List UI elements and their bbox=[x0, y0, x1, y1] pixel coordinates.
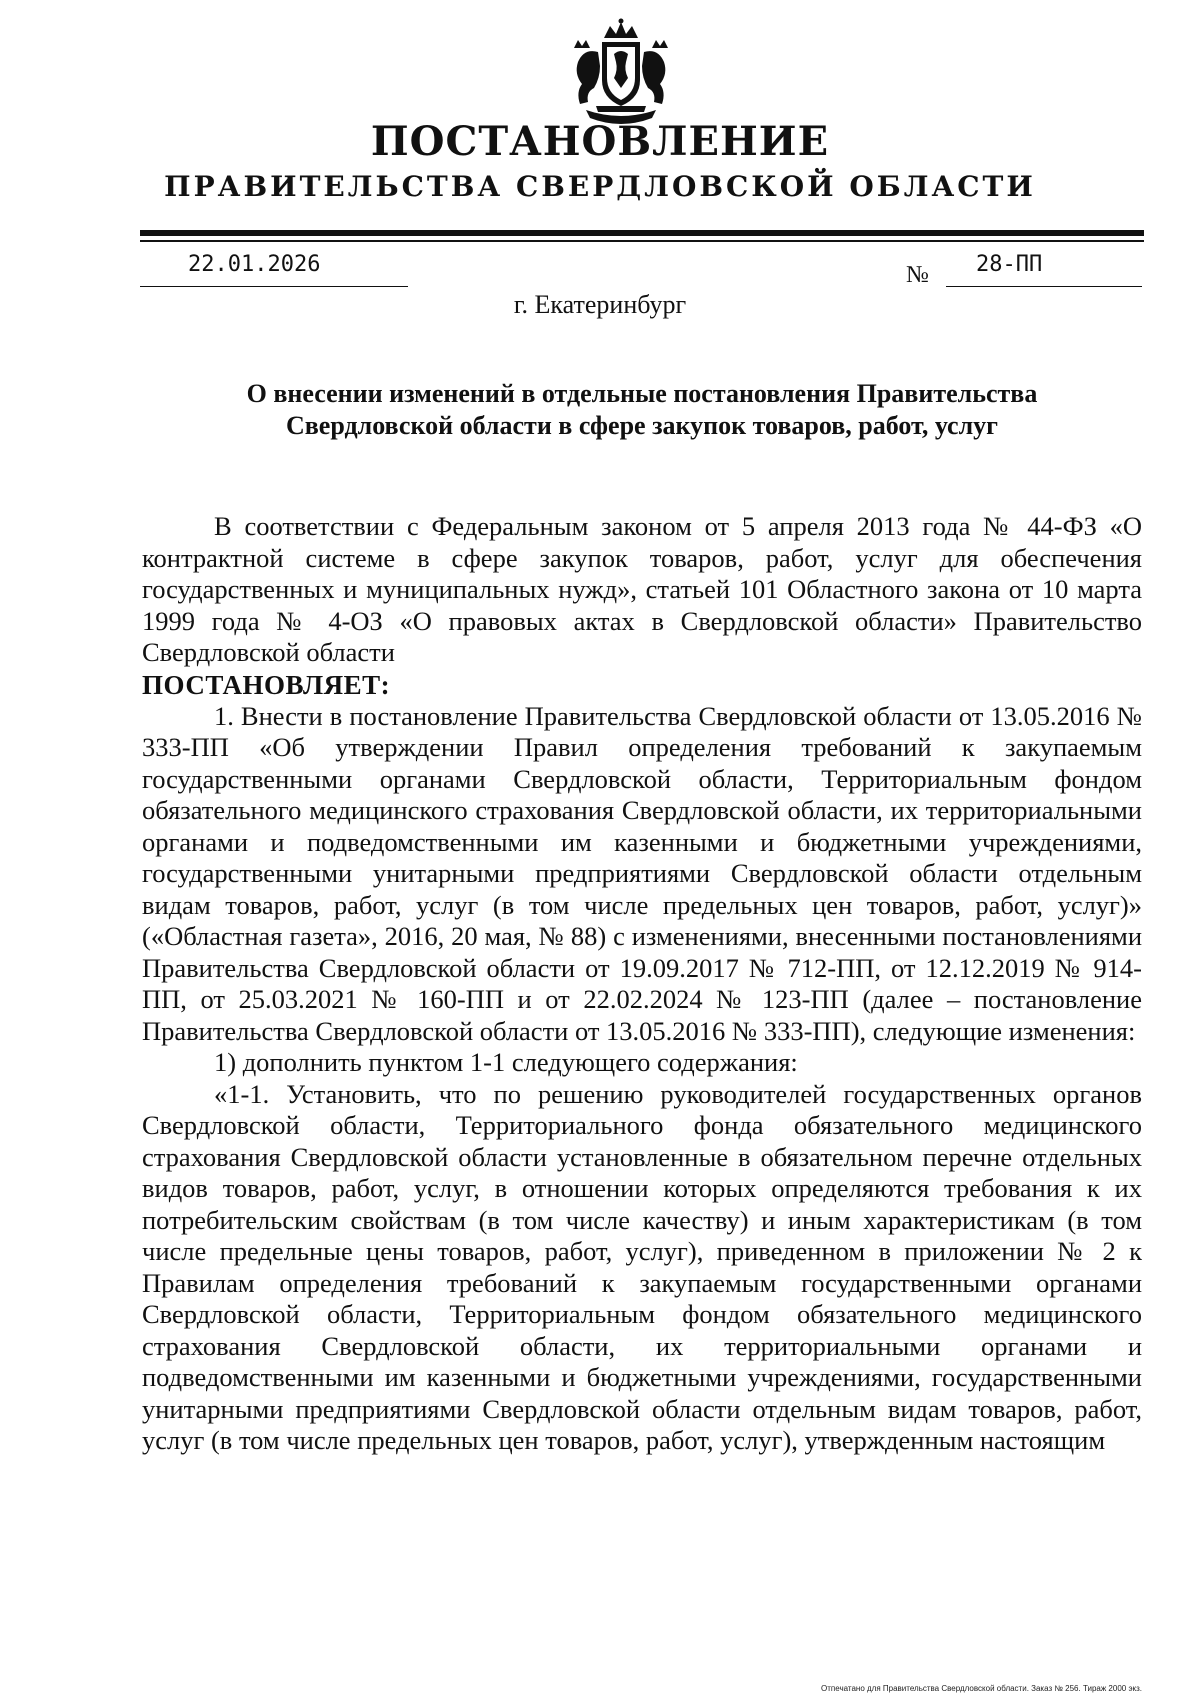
document-heading-line: О внесении изменений в отдельные постановления Правительства bbox=[246, 379, 1038, 408]
document-date: 22.01.2026 bbox=[188, 252, 321, 277]
number-sign: № bbox=[906, 262, 929, 288]
header-divider-thick bbox=[140, 230, 1144, 236]
print-note: Отпечатано для Правительства Свердловской области. Заказ № 256. Тираж 2000 экз. bbox=[821, 1684, 1142, 1693]
header-divider-thin bbox=[140, 240, 1144, 242]
coat-of-arms-icon bbox=[566, 18, 676, 130]
document-number: 28-ПП bbox=[976, 252, 1043, 277]
issuing-authority: ПРАВИТЕЛЬСТВА СВЕРДЛОВСКОЙ ОБЛАСТИ bbox=[164, 170, 1036, 203]
document-heading-line: Свердловской области в сфере закупок товаров, работ, услуг bbox=[285, 411, 998, 440]
document-type-title: ПОСТАНОВЛЕНИЕ bbox=[370, 118, 830, 165]
item-1-paragraph: 1. Внести в постановление Правительства Свердловской области от 13.05.2016 № 333-ПП «Об утверждении Правил определения требований к закупаемым государственными органами Свердловской области, Территориальным фондом обязательного медицинского страхования Свердловской области, их территориальными органами и подведомственными им казенными и бюджетными учреждениями, государственными унитарными предприятиями Свердловской области отдельным видам товаров, работ, услуг (в том числе предельных цен товаров, работ, услуг)» («Областная газета», 2016, 20 мая, № 88) с изменениями, внесенными постановлениями Правительства Свердловской области от 19.09.2017 № 712-ПП, от 12.12.2019 № 914-ПП, от 25.03.2021 № 160-ПП и от 22.02.2024 № 123-ПП (далее – постановление Правительства Свердловской области от 13.05.2016 № 333-ПП), следующие изменения: bbox=[142, 700, 1142, 1046]
decree-word: ПОСТАНОВЛЯЕТ: bbox=[142, 669, 391, 700]
city-line: г. Екатеринбург bbox=[513, 290, 687, 319]
preamble-paragraph: В соответствии с Федеральным законом от 5 апреля 2013 года № 44-ФЗ «О контрактной системе в сфере закупок товаров, работ, услуг для обеспечения государственных и муниципальных нужд», статьей 101 Областного закона от 10 марта 1999 года № 4-ОЗ «О правовых актах в Свердловской области» Правительство Свердловской области bbox=[142, 511, 1142, 667]
subitem-1-paragraph: 1) дополнить пунктом 1-1 следующего содержания: bbox=[214, 1047, 798, 1077]
quoted-paragraph: «1-1. Установить, что по решению руководителей государственных органов Свердловской области, Территориального фонда обязательного медицинского страхования Свердловской области установленные в обязательном перечне отдельных видов товаров, работ, услуг, в отношении которых определяются требования к их потребительским свойствам (в том числе качеству) и иным характеристикам (в том числе предельные цены товаров, работ, услуг), приведенном в приложении № 2 к Правилам определения требований к закупаемым государственными органами Свердловской области, Территориальным фондом обязательного медицинского страхования Свердловской области, их территориальными органами и подведомственными им казенными и бюджетными учреждениями, государственными унитарными предприятиями Свердловской области отдельным видам товаров, работ, услуг (в том числе предельных цен товаров, работ, услуг), утвержденным настоящим bbox=[142, 1078, 1142, 1455]
date-field bbox=[140, 252, 408, 287]
number-field bbox=[946, 252, 1142, 287]
document-body bbox=[142, 511, 1142, 1457]
document-heading bbox=[140, 378, 1144, 442]
